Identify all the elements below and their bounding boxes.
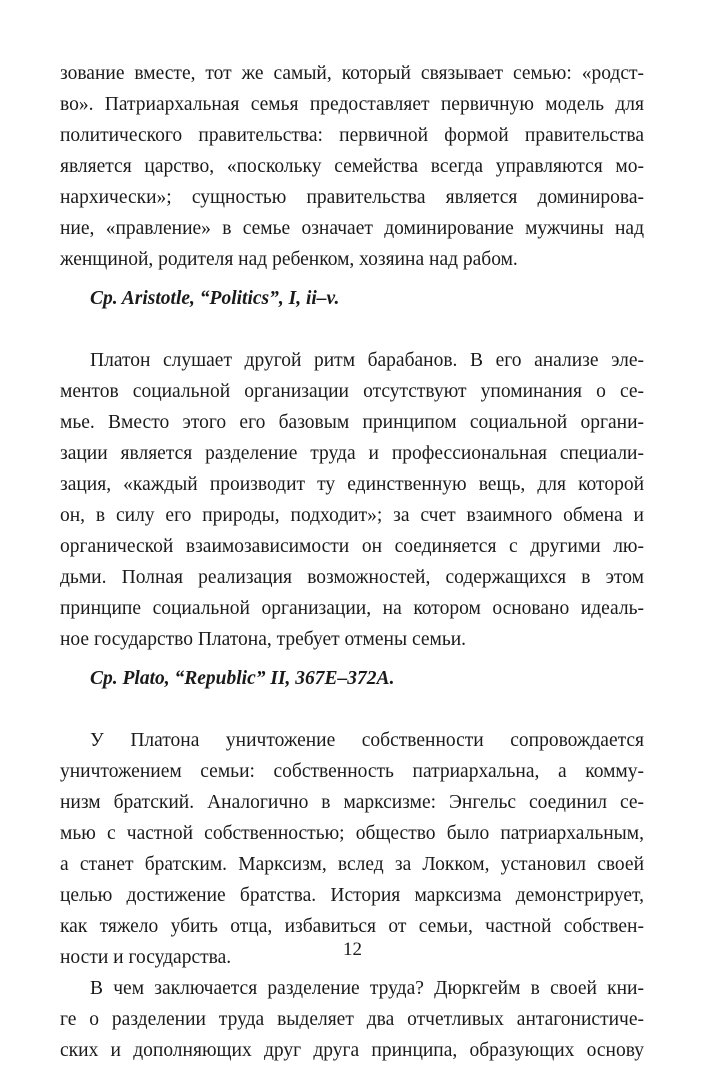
- text-line: принципе социальной организации, на котором основано идеаль-: [60, 598, 644, 619]
- text-line: женщиной, родителя над ребенком, хозяина над рабом.: [60, 249, 518, 270]
- text-line: уничтожением семьи: собственность патриархальна, а комму-: [60, 761, 644, 782]
- paragraph-2: [60, 345, 644, 655]
- paragraph-1: [60, 58, 644, 275]
- text-line: целью достижение братства. История марксизма демонстрирует,: [60, 885, 644, 906]
- text-line: мье. Вместо этого его базовым принципом социальной органи-: [60, 412, 644, 433]
- citation-plato: Cp. Plato, “Republic” II, 367E–372A.: [90, 668, 395, 689]
- citation-aristotle: Cp. Aristotle, “Politics”, I, ii–v.: [90, 288, 340, 309]
- page-body: [60, 58, 644, 1066]
- text-line: а станет братским. Марксизм, вслед за Локком, установил своей: [60, 854, 644, 875]
- text-line: является царство, «поскольку семейства всегда управляются мо-: [60, 156, 644, 177]
- text-line: мью с частной собственностью; общество было патриархальным,: [60, 823, 644, 844]
- page-number: 12: [343, 939, 362, 960]
- text-line: ментов социальной организации отсутствуют упоминания о се-: [60, 381, 644, 402]
- text-line: нархически»; сущностью правительства является доминирова-: [60, 187, 644, 208]
- text-line: ное государство Платона, требует отмены семьи.: [60, 629, 467, 650]
- text-line: ние, «правление» в семье означает доминирование мужчины над: [60, 218, 644, 239]
- text-line: во». Патриархальная семья предоставляет первичную модель для: [60, 94, 644, 115]
- paragraph-4: [60, 973, 644, 1066]
- text-line: В чем заключается разделение труда? Дюркгейм в своей кни-: [90, 978, 644, 999]
- paragraph-3: [60, 725, 644, 973]
- text-line: как тяжело убить отца, избавиться от семьи, частной собствен-: [60, 916, 644, 937]
- text-line: зация, «каждый производит ту единственную вещь, для которой: [60, 474, 644, 495]
- text-line: политического правительства: первичной формой правительства: [60, 125, 644, 146]
- text-line: низм братский. Аналогично в марксизме: Энгельс соединил се-: [60, 792, 644, 813]
- text-line: ности и государства.: [60, 947, 232, 968]
- text-line: дьми. Полная реализация возможностей, содержащихся в этом: [60, 567, 644, 588]
- text-line: зование вместе, тот же самый, который связывает семью: «родст-: [60, 63, 644, 84]
- text-line: ге о разделении труда выделяет два отчетливых антагонистиче-: [60, 1009, 644, 1030]
- text-line: органической взаимозависимости он соединяется с другими лю-: [60, 536, 644, 557]
- text-line: он, в силу его природы, подходит»; за счет взаимного обмена и: [60, 505, 644, 526]
- text-line: зации является разделение труда и профессиональная специали-: [60, 443, 644, 464]
- text-line: У Платона уничтожение собственности сопровождается: [90, 730, 644, 751]
- text-line: ских и дополняющих друг друга принципа, образующих основу: [60, 1040, 644, 1061]
- text-line: Платон слушает другой ритм барабанов. В его анализе эле-: [90, 350, 644, 371]
